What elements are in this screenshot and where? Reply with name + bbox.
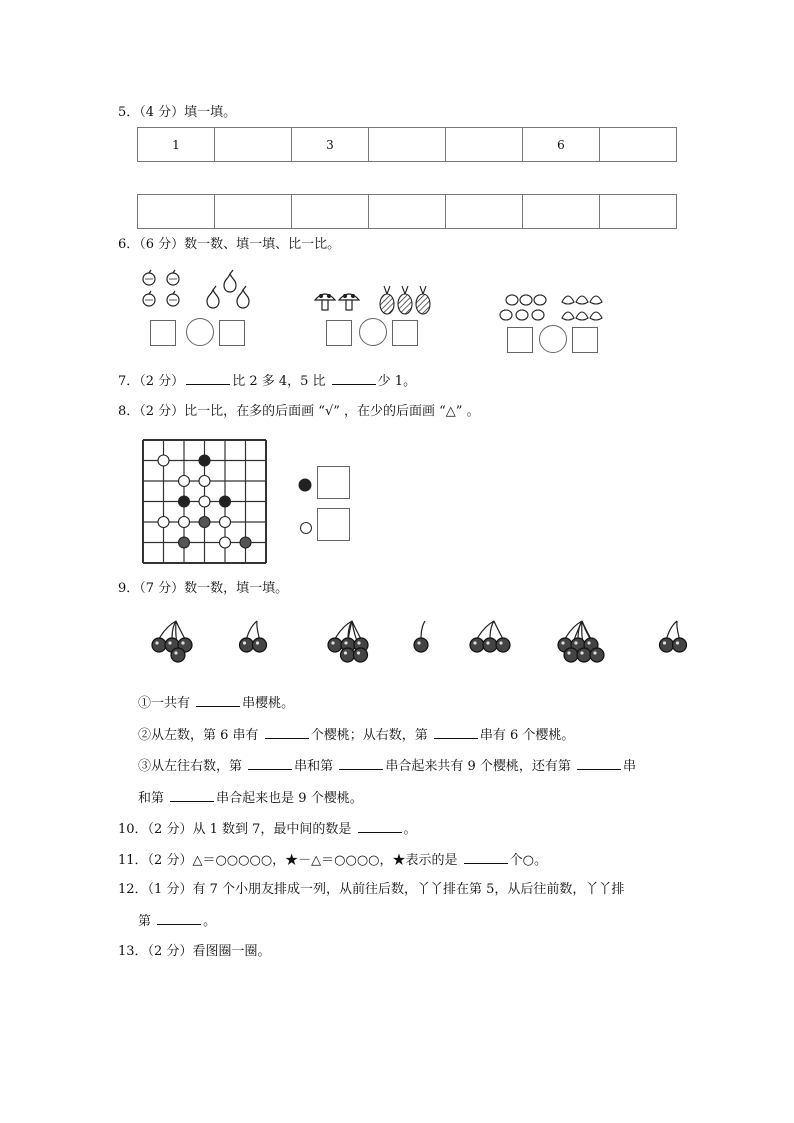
q9-text: 个樱桃；从右数，第 — [310, 728, 428, 743]
q8-title: 8．（2 分）比一比，在多的后面画 “√” ，在少的后面画 “△” 。 — [118, 404, 480, 419]
white-stone — [199, 496, 210, 507]
cherry-highlight — [256, 641, 259, 644]
q11-text: 个○。 — [509, 853, 548, 868]
q12-line-1: 12．（1 分）有 7 个小朋友排成一列，从前往后数，丫丫排在第 5，从后往前数，丫丫排 — [118, 882, 625, 897]
black-stone — [240, 537, 251, 548]
cherry — [328, 638, 342, 652]
cell[interactable] — [446, 128, 523, 162]
black-stone — [199, 455, 210, 466]
q9-text: 串有 6 个樱桃。 — [479, 728, 575, 743]
cherry — [470, 638, 484, 652]
compare-circle[interactable] — [539, 325, 567, 353]
q9-text: 串和第 — [294, 759, 334, 774]
q7-title: 7．（2 分） — [118, 374, 185, 389]
cherry-highlight — [344, 641, 347, 644]
cherry-highlight — [593, 651, 596, 654]
answer-box[interactable] — [572, 327, 598, 353]
cherry-highlight — [243, 641, 246, 644]
cherry — [483, 638, 497, 652]
cherry-row — [138, 615, 694, 675]
answer-blank[interactable] — [157, 912, 201, 925]
white-stone — [158, 517, 169, 528]
cherry-bunch — [558, 621, 604, 662]
cherry-highlight — [417, 641, 420, 644]
cherry — [354, 648, 368, 662]
cherry-highlight — [486, 641, 489, 644]
q10-line — [118, 820, 417, 839]
q10-text: 。 — [403, 822, 417, 837]
cell[interactable] — [215, 195, 292, 229]
number-table-2 — [137, 194, 677, 229]
black-stone — [179, 537, 190, 548]
q7-text-1: 比 2 多 4，5 比 — [232, 374, 326, 389]
q12-text: 第 — [138, 914, 152, 929]
q5-title: 5．（4 分）填一填。 — [118, 105, 237, 120]
q7-text-2: 少 1。 — [377, 374, 417, 389]
answer-blank[interactable] — [170, 789, 214, 802]
cherry — [171, 648, 185, 662]
answer-blank[interactable] — [332, 372, 376, 385]
answer-blank[interactable] — [339, 757, 383, 770]
cherry — [577, 648, 591, 662]
cherry-bunch — [470, 621, 510, 652]
cherry-bunch — [152, 621, 192, 662]
q9-text: 和第 — [138, 791, 165, 806]
compare-circle[interactable] — [359, 318, 387, 346]
peach-icon — [560, 290, 604, 324]
cherry-highlight — [344, 651, 347, 654]
q9-text: 串樱桃。 — [242, 696, 295, 711]
white-stone — [158, 455, 169, 466]
cherry-highlight — [181, 641, 184, 644]
cherry-bunch — [240, 621, 267, 652]
cell[interactable]: 1 — [138, 128, 215, 162]
white-stone-icon — [300, 522, 314, 536]
pineapple-icon — [378, 284, 434, 316]
cell[interactable]: 3 — [292, 128, 369, 162]
q9-text: 串合起来共有 9 个樱桃，还有第 — [385, 759, 571, 774]
cherry — [496, 638, 510, 652]
cherry-highlight — [587, 641, 590, 644]
cherry-highlight — [357, 651, 360, 654]
q9-sub-2 — [138, 726, 574, 745]
black-stone — [179, 496, 190, 507]
cherry-highlight — [561, 641, 564, 644]
answer-blank[interactable] — [577, 757, 621, 770]
answer-box[interactable] — [150, 320, 176, 346]
q12-text: 。 — [203, 914, 217, 929]
cherry-highlight — [574, 641, 577, 644]
cherry — [152, 638, 166, 652]
answer-blank[interactable] — [248, 757, 292, 770]
answer-box[interactable] — [507, 327, 533, 353]
cherry-highlight — [357, 641, 360, 644]
q12-line-2 — [138, 912, 216, 931]
black-stone-icon — [298, 478, 312, 492]
cherry-bunch — [660, 621, 687, 652]
cherry-highlight — [580, 651, 583, 654]
q9-sub-3 — [138, 757, 636, 776]
go-board — [140, 437, 272, 561]
cherry-bunch — [414, 621, 428, 652]
cell[interactable] — [215, 128, 292, 162]
cherry — [564, 648, 578, 662]
answer-blank[interactable] — [434, 726, 478, 739]
q13-title: 13．（2 分）看图圈一圈。 — [118, 944, 271, 959]
cherry-highlight — [168, 641, 171, 644]
black-stone — [220, 496, 231, 507]
cherry-highlight — [155, 641, 158, 644]
cherry — [673, 638, 687, 652]
cherry-highlight — [676, 641, 679, 644]
answer-blank[interactable] — [464, 851, 508, 864]
answer-box[interactable] — [326, 320, 352, 346]
cherry-highlight — [174, 651, 177, 654]
cell[interactable] — [369, 195, 446, 229]
white-stone — [220, 517, 231, 528]
q11-line — [118, 851, 547, 870]
q9-sub-3-cont — [138, 789, 363, 808]
answer-blank[interactable] — [358, 820, 402, 833]
compare-circle[interactable] — [186, 318, 214, 346]
q7-line — [118, 372, 416, 391]
cherry — [240, 638, 254, 652]
pear-icon — [203, 270, 253, 312]
cell[interactable] — [138, 195, 215, 229]
q9-text: 串合起来也是 9 个樱桃。 — [216, 791, 363, 806]
answer-box[interactable] — [219, 320, 245, 346]
cherry-highlight — [331, 641, 334, 644]
q9-text: 串 — [623, 759, 637, 774]
answer-box-black[interactable] — [317, 466, 350, 499]
cherry — [341, 648, 355, 662]
black-stone — [199, 517, 210, 528]
q6-title: 6．（6 分）数一数、填一填、比一比。 — [118, 237, 341, 252]
cell[interactable] — [446, 195, 523, 229]
cell[interactable] — [600, 128, 677, 162]
answer-box-white[interactable] — [317, 508, 350, 541]
cherry-highlight — [499, 641, 502, 644]
cherry-highlight — [663, 641, 666, 644]
cherry-highlight — [473, 641, 476, 644]
cherry — [660, 638, 674, 652]
cherry — [414, 638, 428, 652]
answer-blank[interactable] — [196, 694, 240, 707]
q9-text: ③从左往右数，第 — [138, 759, 243, 774]
number-table-1 — [137, 127, 677, 162]
answer-blank[interactable] — [186, 372, 230, 385]
white-stone — [220, 537, 231, 548]
q9-text: ①一共有 — [138, 696, 191, 711]
cell[interactable] — [600, 195, 677, 229]
mushroom-icon — [313, 290, 361, 314]
cherry — [253, 638, 267, 652]
q11-text: 11．（2 分）△＝○○○○○，★－△＝○○○○，★表示的是 — [118, 853, 458, 868]
white-stone — [179, 517, 190, 528]
cell[interactable]: 6 — [523, 128, 600, 162]
cherry — [590, 648, 604, 662]
answer-blank[interactable] — [265, 726, 309, 739]
cherry-bunch — [328, 621, 368, 662]
q9-sub-1 — [138, 694, 294, 713]
q9-title: 9．（7 分）数一数，填一填。 — [118, 581, 289, 596]
answer-box[interactable] — [392, 320, 418, 346]
q9-text: ②从左数，第 6 串有 — [138, 728, 259, 743]
cell[interactable] — [292, 195, 369, 229]
cell[interactable] — [523, 195, 600, 229]
white-stone — [179, 476, 190, 487]
cherry-highlight — [567, 651, 570, 654]
white-stone — [199, 476, 210, 487]
apple-icon — [140, 270, 185, 312]
q10-text: 10．（2 分）从 1 数到 7，最中间的数是 — [118, 822, 352, 837]
tomato-icon — [498, 292, 558, 324]
cell[interactable] — [369, 128, 446, 162]
